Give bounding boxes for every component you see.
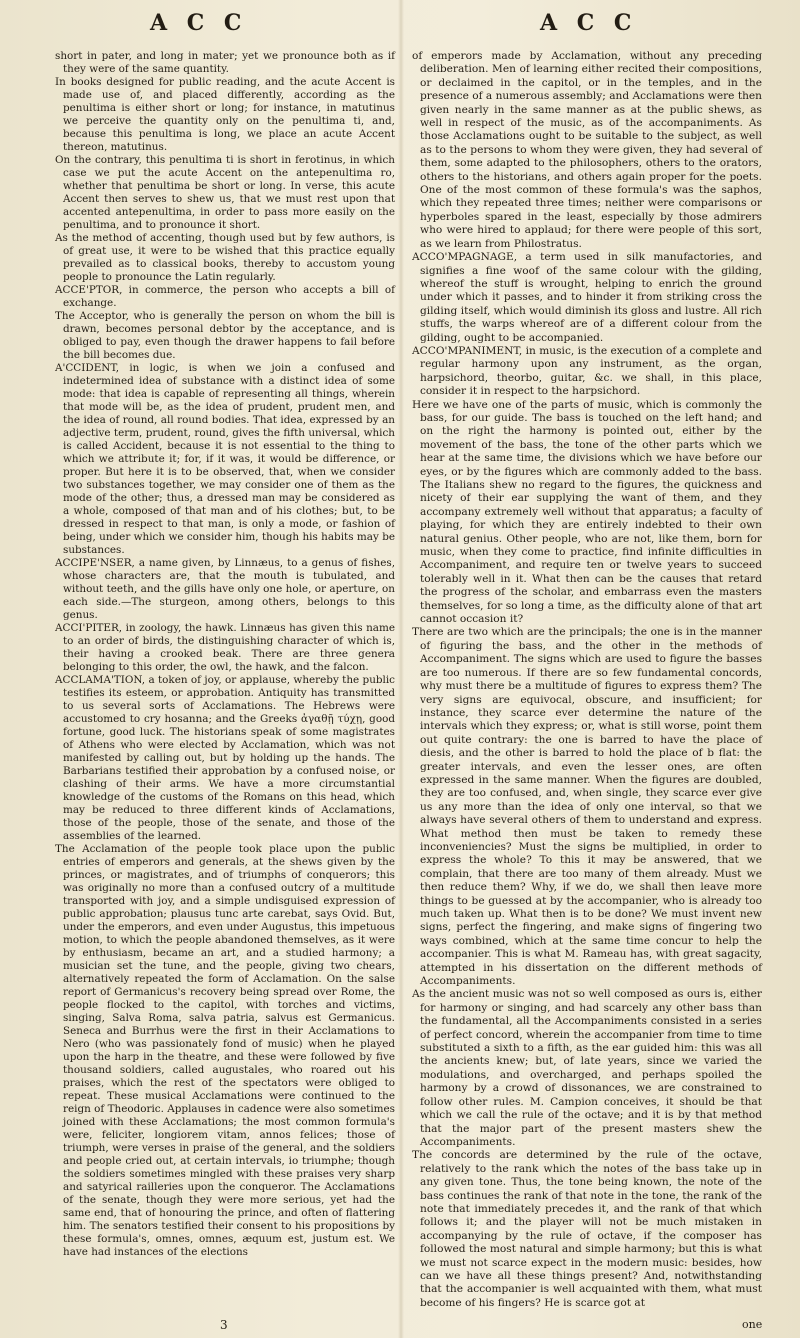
- right-paragraph-7: The concords are determined by the rule of the octave, relatively to the rank which the notes of the bass take up in any given tone. Thus, the tone being known, the note of the bass continues the rank of that note in the tone, the rank of the note that immediately precedes it, and the rank of that which follows it; and the player will not be much mistaken in accompanying by the rule of octave, if the composer has followed the most natural and simple harmony; but this is what we must not scarce expect in the modern music: besides, how can we have all these things present? And, notwithstanding that the accompanier is well acquainted with them, what must become of his fingers? He is scarce got at: [412, 1149, 762, 1309]
- entry-acceptor: ACCE'PTOR, in commerce, the person who accepts a bill of exchange.: [55, 284, 395, 309]
- right-paragraph-5: There are two which are the principals; the one is in the manner of figuring the bass, and the other in the methods of Accompaniment. The signs which are used to figure the basses are too numerous. If there are so few fundamental concords, why must there be a multitude of figures to express them? The very signs are equivocal, obscure, and insufficient; for instance, they scarce ever determine the nature of the intervals which they express; or, what is still worse, point them out quite contrary: the one is barred to have the place of diesis, and the other is barred to hold the place of b flat: the greater intervals, and even the lesser ones, are often expressed in the same manner. When the figures are doubled, they are too confused, and, when single, they scarce ever give us any more than the idea of only one interval, so that we always have several others of them to understand and express. What method then must be taken to remedy these inconveniencies? Must the signs be multiplied, in order to express the whole? To this it may be answered, that we complain, that there are too many of them already. Must we then reduce them? Why, if we do, we shall then leave more things to be guessed at by the accompanier, who is already too much taken up. What then is to be done? We must invent new signs, perfect the fingering, and make signs of fingering two ways combined, which at the same time concur to help the accompanier. This is what M. Rameau has, with great sagacity, attempted in his dissertation on the different methods of Accompaniments.: [412, 626, 762, 988]
- left-paragraph-4: As the method of accenting, though used but by few authors, is of great use, it were to be wished that this practice equally prevailed as to classical books, thereby to accustom young people to pronounce the Latin regularly.: [55, 232, 395, 283]
- right-column: [412, 50, 762, 1310]
- gutter-shadow: [398, 0, 404, 1338]
- entry-accompaniment: ACCO'MPANIMENT, in music, is the execution of a complete and regular harmony upon any instrument, as the organ, harpsichord, theorbo, guitar, &c. we shall, in this place, consider it in respect to the harpsichord.: [412, 344, 762, 398]
- left-paragraph-1: short in pater, and long in mater; yet we pronounce both as if they were of the same quantity.: [55, 50, 395, 75]
- catchword: one: [742, 1318, 763, 1331]
- left-paragraph-2: In books designed for public reading, and the acute Accent is made use of, and placed differently, according as the penultima is either short or long; for instance, in matutinus we perceive the quantity only on the penultima ti, and, because this penultima is long, we place an acute Accent thereon, matutinus.: [55, 76, 395, 153]
- left-paragraph-6: The Acceptor, who is generally the person on whom the bill is drawn, becomes personal debtor by the acceptance, and is obliged to pay, even though the drawer happens to fail before the bill becomes due.: [55, 310, 395, 361]
- right-paragraph-4: Here we have one of the parts of music, which is commonly the bass, for our guide. The bass is touched on the left hand; and on the right the harmony is pointed out, either by the movement of the bass, the tone of the other parts which we hear at the same time, the divisions which we have before our eyes, or by the figures which are commonly added to the bass. The Italians shew no regard to the figures, the quickness and nicety of their ear supplying the want of them, and they accompany extremely well without that apparatus; a faculty of playing, for which they are entirely indebted to their own natural genius. Other people, who are not, like them, born for music, when they come to practice, find infinite difficulties in Accompaniment, and require ten or twelve years to succeed tolerably well in it. What then can be the causes that retard the progress of the scholar, and embarrass even the masters themselves, for so long a time, as the difficulty alone of that art cannot occasion it?: [412, 398, 762, 626]
- entry-accipenser: ACCIPE'NSER, a name given, by Linnæus, to a genus of fishes, whose characters are, that the mouth is tubulated, and without teeth, and the gills have only one hole, or aperture, on each side.—The sturgeon, among others, belongs to this genus.: [55, 557, 395, 621]
- right-paragraph-1: of emperors made by Acclamation, without any preceding deliberation. Men of learning either recited their compositions, or declaimed in the capitol, or in the temples, and in the presence of a numerous assembly; and Acclamations were then given nearly in the same manner as at the public shews, as well in respect of the music, as of the accompaniments. As those Acclamations ought to be suitable to the subject, as well as to the persons to whom they were given, they had several of them, some adapted to the philosophers, others to the orators, others to the historians, and others again proper for the poets. One of the most common of these formula's was the saphos, which they repeated three times; neither were comparisons or hyperboles spared in the least, especially by those admirers who were hired to applaud; for there were people of this sort, as we learn from Philostratus.: [412, 50, 762, 250]
- page-number: 3: [220, 1318, 228, 1332]
- left-column: [55, 50, 395, 1259]
- left-paragraph-3: On the contrary, this penultima ti is short in ferotinus, in which case we put the acute Accent on the antepenultima ro, whether that penultima be short or long. In verse, this acute Accent then serves to shew us, that we must rest upon that accented antepenultima, in order to pass more easily on the penultima, and to pronounce it short.: [55, 154, 395, 231]
- entry-accipiter: ACCI'PITER, in zoology, the hawk. Linnæus has given this name to an order of birds, the distinguishing character of which is, their having a crooked beak. There are three genera belonging to this order, the owl, the hawk, and the falcon.: [55, 622, 395, 673]
- entry-accompagnage: ACCO'MPAGNAGE, a term used in silk manufactories, and signifies a fine woof of the same colour with the gilding, whereof the stuff is wrought, helping to enrich the ground under which it passes, and to hinder it from striking cross the gilding itself, which would diminish its gloss and lustre. All rich stuffs, the warps whereof are of a different colour from the gilding, ought to be accompanied.: [412, 251, 762, 344]
- right-paragraph-6: As the ancient music was not so well composed as ours is, either for harmony or singing, and had scarcely any other bass than the fundamental, all the Accompaniments consisted in a series of perfect concord, wherein the accompanier from time to time substituted a sixth to a fifth, as the ear guided him: this was all the ancients knew; but, of late years, since we varied the modulations, and overcharged, and perhaps spoiled the harmony by a crowd of dissonances, we are constrained to follow other rules. M. Campion conceives, it should be that which we call the rule of the octave; and it is by that method that the major part of the present masters shew the Accompaniments.: [412, 988, 762, 1148]
- entry-accident: A'CCIDENT, in logic, is when we join a confused and indetermined idea of substance with a distinct idea of some mode: that idea is capable of representing all things, wherein that mode will be, as the idea of prudent, prudent men, and the idea of round, all round bodies. That idea, expressed by an adjective term, prudent, round, gives the fifth universal, which is called Accident, because it is not essential to the thing to which we attribute it; for, if it was, it would be difference, or proper. But here it is to be observed, that, when we consider two substances together, we may consider one of them as the mode of the other; thus, a dressed man may be considered as a whole, composed of that man and of his clothes; but, to be dressed in respect to that man, is only a mode, or fashion of being, under which we consider him, though his habits may be substances.: [55, 362, 395, 556]
- entry-acclamation: ACCLAMA'TION, a token of joy, or applause, whereby the public testifies its esteem, or approbation. Antiquity has transmitted to us several sorts of Acclamations. The Hebrews were accustomed to cry hosanna; and the Greeks ἀγαθῇ τύχῃ, good fortune, good luck. The historians speak of some magistrates of Athens who were elected by Acclamation, which was not manifested by calling out, but by holding up the hands. The Barbarians testified their approbation by a confused noise, or clashing of their arms. We have a more circumstantial knowledge of the customs of the Romans on this head, which may be reduced to three different kinds of Acclamations, those of the people, those of the senate, and those of the assemblies of the learned.: [55, 674, 395, 842]
- left-paragraph-11: The Acclamation of the people took place upon the public entries of emperors and generals, at the shews given by the princes, or magistrates, and of triumphs of conquerors; this was originally no more than a confused outcry of a multitude transported with joy, and a simple undisguised expression of public approbation; plausus tunc arte carebat, says Ovid. But, under the emperors, and even under Augustus, this impetuous motion, to which the people abandoned themselves, as it were by enthusiasm, became an art, and a studied harmony; a musician set the tune, and the people, giving two chears, alternatively repeated the form of Acclamation. On the salse report of Germanicus's recovery being spread over Rome, the people flocked to the capitol, with torches and victims, singing, Salva Roma, salva patria, salvus est Germanicus. Seneca and Burrhus were the first in their Acclamations to Nero (who was passionately fond of music) when he played upon the harp in the theatre, and these were followed by five thousand soldiers, called augustales, who roared out his praises, which the rest of the spectators were obliged to repeat. These musical Acclamations were continued to the reign of Theodoric. Applauses in cadence were also sometimes joined with these Acclamations; the most common formula's were, feliciter, longiorem vitam, annos felices; those of triumph, were verses in praise of the general, and the soldiers and people cried out, at certain intervals, io triumphe; though the soldiers sometimes mingled with these praises very sharp and satyrical railleries upon the conqueror. The Acclamations of the senate, though they were more serious, yet had the same end, that of honouring the prince, and often of flattering him. The senators testified their consent to his propositions by these formula's, omnes, omnes, æquum est, justum est. We have had instances of the elections: [55, 843, 395, 1258]
- running-head-right: A C C: [540, 10, 638, 36]
- running-head-left: A C C: [150, 10, 248, 36]
